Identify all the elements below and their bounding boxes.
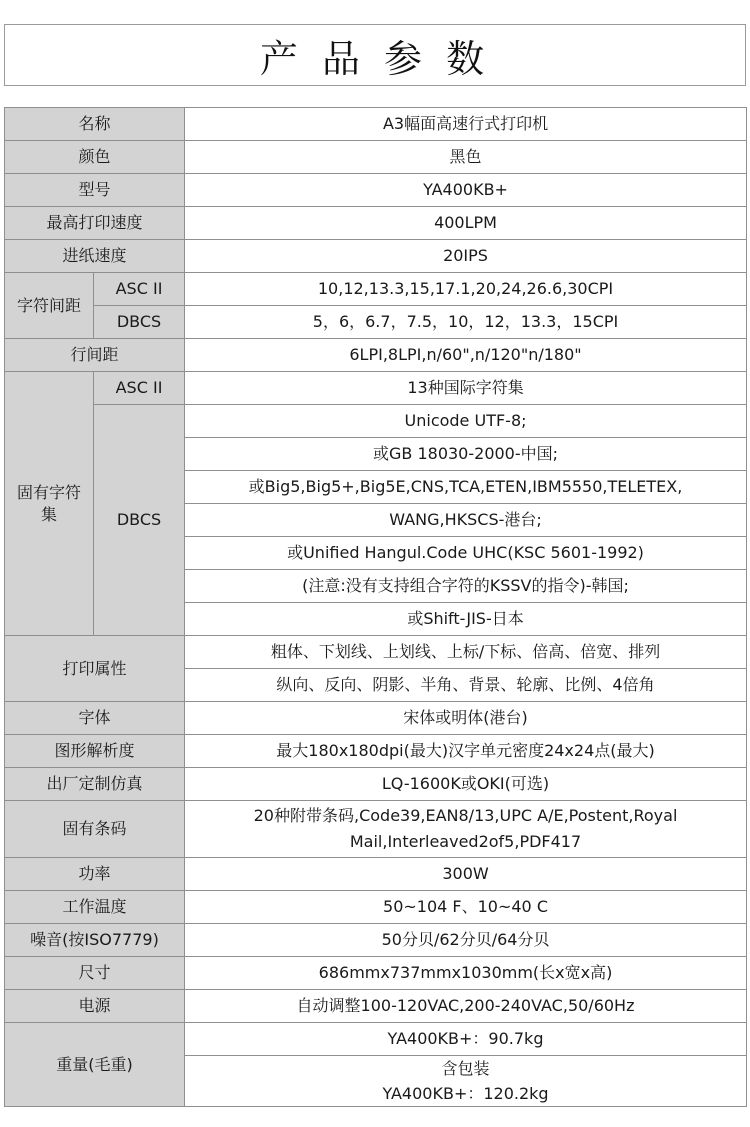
table-row [5, 273, 747, 306]
table-row [5, 891, 747, 924]
row-value: YA400KB+ [185, 174, 747, 207]
row-label: 名称 [5, 108, 185, 141]
row-label: 重量(毛重) [5, 1023, 185, 1107]
row-value: A3幅面高速行式打印机 [185, 108, 747, 141]
row-label: 字符间距 [5, 273, 94, 339]
row-value: LQ-1600K或OKI(可选) [185, 768, 747, 801]
row-value: 纵向、反向、阴影、半角、背景、轮廓、比例、4倍角 [185, 669, 747, 702]
table-row [5, 240, 747, 273]
row-value [185, 1056, 747, 1107]
row-value: 或Shift-JIS-日本 [185, 603, 747, 636]
sub-label: ASC II [94, 273, 185, 306]
row-value: 6LPI,8LPI,n/60",n/120"n/180" [185, 339, 747, 372]
row-label: 出厂定制仿真 [5, 768, 185, 801]
table-row [5, 207, 747, 240]
table-row [5, 957, 747, 990]
sub-label: DBCS [94, 405, 185, 636]
barcodes-line-1: 20种附带条码,Code39,EAN8/13,UPC A/E,Postent,Royal [253, 806, 678, 825]
row-label: 进纸速度 [5, 240, 185, 273]
row-label: 功率 [5, 858, 185, 891]
row-value: Unicode UTF-8; [185, 405, 747, 438]
table-row [5, 108, 747, 141]
table-row [5, 405, 747, 438]
table-row [5, 636, 747, 669]
row-label: 尺寸 [5, 957, 185, 990]
table-row [5, 990, 747, 1023]
row-value: 13种国际字符集 [185, 372, 747, 405]
sub-label: ASC II [94, 372, 185, 405]
table-row [5, 924, 747, 957]
row-value: 粗体、下划线、上划线、上标/下标、倍高、倍宽、排列 [185, 636, 747, 669]
table-row [5, 735, 747, 768]
row-value: WANG,HKSCS-港台; [185, 504, 747, 537]
row-value: 或Big5,Big5+,Big5E,CNS,TCA,ETEN,IBM5550,TELETEX, [185, 471, 747, 504]
row-value: 或GB 18030-2000-中国; [185, 438, 747, 471]
spec-table [4, 107, 747, 1107]
weight-packaged-label: 含包装 [441, 1059, 490, 1078]
row-value: 宋体或明体(港台) [185, 702, 747, 735]
row-label: 型号 [5, 174, 185, 207]
row-value: 50~104 F、10~40 C [185, 891, 747, 924]
row-value: 400LPM [185, 207, 747, 240]
table-row [5, 141, 747, 174]
table-row [5, 801, 747, 858]
row-value: YA400KB+：90.7kg [185, 1023, 747, 1056]
row-label: 噪音(按ISO7779) [5, 924, 185, 957]
page-title: 产 品 参 数 [259, 36, 491, 81]
table-row [5, 339, 747, 372]
table-row [5, 858, 747, 891]
row-value: 10,12,13.3,15,17.1,20,24,26.6,30CPI [185, 273, 747, 306]
row-label: 行间距 [5, 339, 185, 372]
row-label: 电源 [5, 990, 185, 1023]
row-label: 字体 [5, 702, 185, 735]
table-row [5, 702, 747, 735]
row-label: 工作温度 [5, 891, 185, 924]
table-row [5, 1023, 747, 1056]
sub-label: DBCS [94, 306, 185, 339]
table-row [5, 306, 747, 339]
page-title-box [4, 24, 746, 86]
row-label: 图形解析度 [5, 735, 185, 768]
row-label: 颜色 [5, 141, 185, 174]
row-value: 黑色 [185, 141, 747, 174]
weight-packaged-value: YA400KB+：120.2kg [382, 1084, 549, 1103]
row-label: 最高打印速度 [5, 207, 185, 240]
row-value [185, 801, 747, 858]
row-label: 固有条码 [5, 801, 185, 858]
table-row [5, 768, 747, 801]
row-label: 固有字符集 [5, 372, 94, 636]
row-value: (注意:没有支持组合字符的KSSV的指令)-韩国; [185, 570, 747, 603]
row-value: 20IPS [185, 240, 747, 273]
table-row [5, 372, 747, 405]
row-value: 自动调整100-120VAC,200-240VAC,50/60Hz [185, 990, 747, 1023]
row-value: 50分贝/62分贝/64分贝 [185, 924, 747, 957]
table-row [5, 174, 747, 207]
row-value: 最大180x180dpi(最大)汉字单元密度24x24点(最大) [185, 735, 747, 768]
row-value: 或Unified Hangul.Code UHC(KSC 5601-1992) [185, 537, 747, 570]
row-value: 5，6，6.7，7.5，10，12，13.3，15CPI [185, 306, 747, 339]
barcodes-line-2: Mail,Interleaved2of5,PDF417 [349, 832, 582, 851]
row-value: 300W [185, 858, 747, 891]
row-value: 686mmx737mmx1030mm(长x宽x高) [185, 957, 747, 990]
row-label: 打印属性 [5, 636, 185, 702]
